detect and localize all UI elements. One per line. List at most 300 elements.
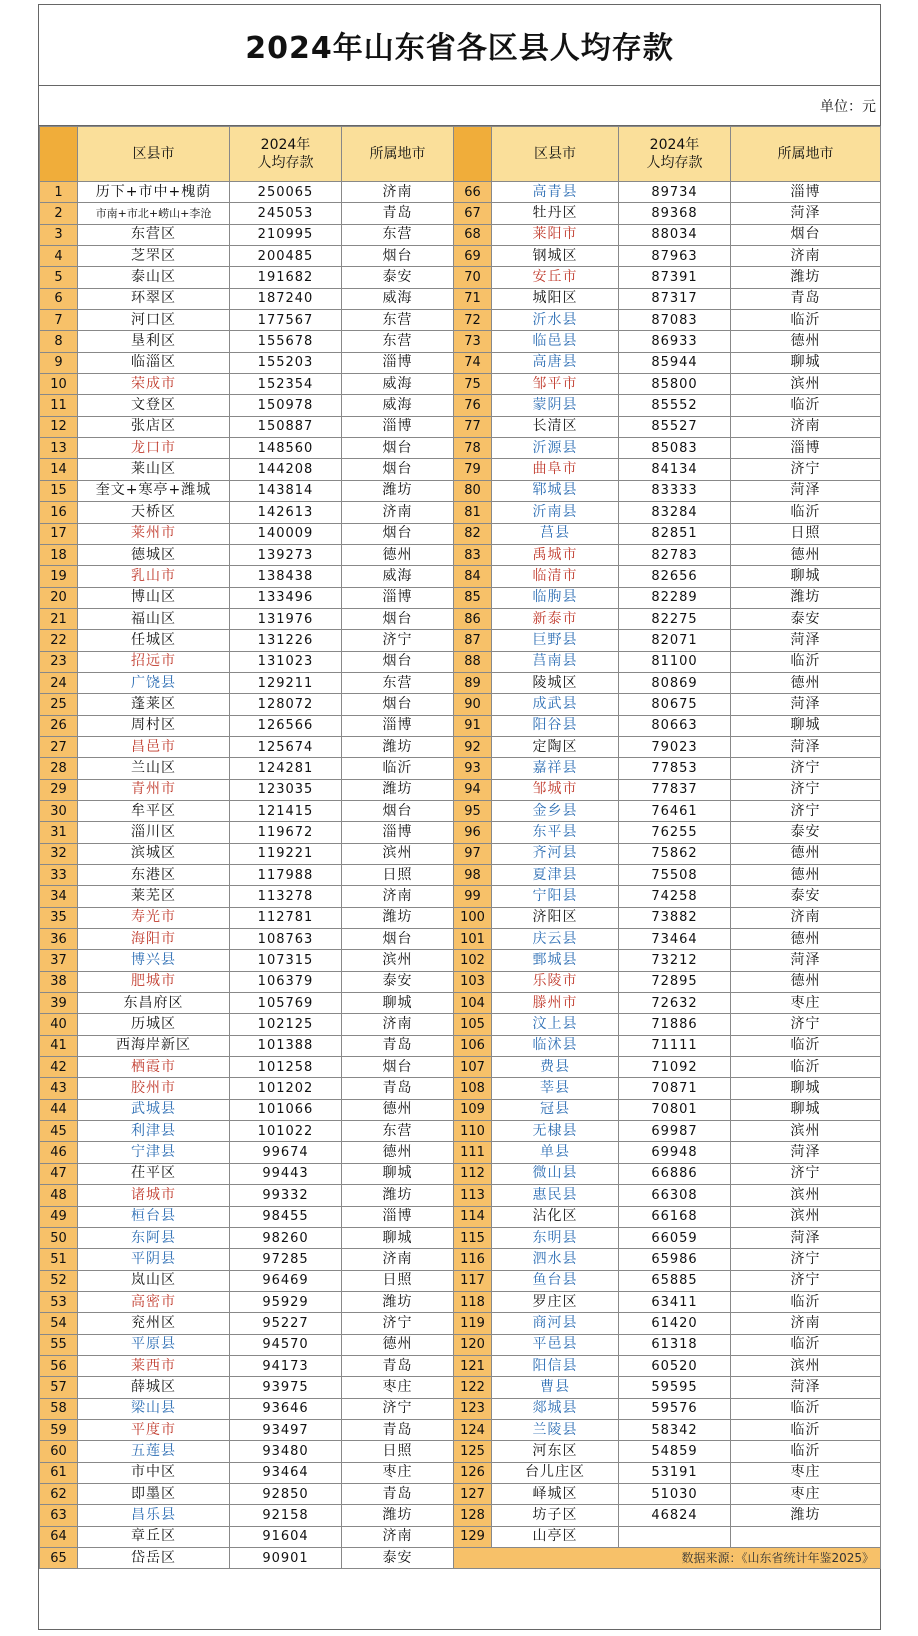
city-cell: 临沂 [731,651,881,672]
county-cell: 武城县 [78,1099,230,1120]
city-cell: 聊城 [731,715,881,736]
deposit-cell: 83284 [619,502,731,523]
deposit-cell: 99443 [230,1163,342,1184]
city-cell: 德州 [731,971,881,992]
table-row [40,1462,881,1483]
city-cell: 烟台 [342,608,454,629]
county-cell: 宁阳县 [492,886,619,907]
county-cell: 岚山区 [78,1270,230,1291]
table-row [40,715,881,736]
county-cell: 平阴县 [78,1249,230,1270]
deposit-cell: 74258 [619,886,731,907]
city-cell: 济宁 [731,779,881,800]
table-row [40,438,881,459]
deposit-cell: 71111 [619,1035,731,1056]
city-cell: 德州 [731,843,881,864]
city-cell: 烟台 [342,694,454,715]
rank-cell: 41 [40,1035,78,1056]
county-cell: 郯城县 [492,1398,619,1419]
city-cell: 菏泽 [731,480,881,501]
county-cell: 高青县 [492,182,619,203]
deposit-cell: 101258 [230,1057,342,1078]
county-cell: 莒南县 [492,651,619,672]
rank-cell: 107 [454,1057,492,1078]
city-cell: 东营 [342,1121,454,1142]
city-cell: 济南 [731,416,881,437]
city-cell: 烟台 [342,929,454,950]
rank-cell: 92 [454,736,492,757]
deposit-cell: 105769 [230,993,342,1014]
unit-label: 单位：元 [820,98,876,115]
table-row [40,1206,881,1227]
county-cell: 陵城区 [492,672,619,693]
county-cell: 临邑县 [492,331,619,352]
table-row [40,758,881,779]
county-cell: 海阳市 [78,929,230,950]
city-cell: 济南 [731,246,881,267]
deposit-cell: 152354 [230,374,342,395]
deposit-cell: 117988 [230,865,342,886]
deposit-cell: 86933 [619,331,731,352]
city-cell: 潍坊 [342,1505,454,1526]
deposit-cell: 87083 [619,310,731,331]
county-cell: 博兴县 [78,950,230,971]
deposit-cell: 81100 [619,651,731,672]
city-cell: 滨州 [731,1206,881,1227]
table-row [40,1334,881,1355]
city-cell: 德州 [731,672,881,693]
county-cell: 莘县 [492,1078,619,1099]
rank-cell: 82 [454,523,492,544]
table-row [40,1505,881,1526]
table-row [40,224,881,245]
rank-cell: 5 [40,267,78,288]
city-cell: 烟台 [342,246,454,267]
city-cell: 潍坊 [731,1505,881,1526]
table-row [40,608,881,629]
table-row [40,1227,881,1248]
table-row [40,1121,881,1142]
rank-cell: 100 [454,907,492,928]
county-cell: 即墨区 [78,1483,230,1504]
city-cell: 济南 [342,182,454,203]
city-cell: 威海 [342,374,454,395]
county-cell: 鄄城县 [492,950,619,971]
rank-cell: 44 [40,1099,78,1120]
county-cell: 新泰市 [492,608,619,629]
county-cell: 冠县 [492,1099,619,1120]
table-row [40,886,881,907]
county-cell: 嘉祥县 [492,758,619,779]
deposit-cell: 66308 [619,1185,731,1206]
deposit-cell: 93464 [230,1462,342,1483]
rank-cell: 119 [454,1313,492,1334]
county-cell: 东明县 [492,1227,619,1248]
deposit-cell: 73464 [619,929,731,950]
rank-header-right [454,127,492,182]
county-cell: 博山区 [78,587,230,608]
table-row [40,203,881,224]
city-cell: 潍坊 [342,736,454,757]
rank-cell: 42 [40,1057,78,1078]
deposit-cell: 187240 [230,288,342,309]
table-row [40,267,881,288]
table-row [40,865,881,886]
county-cell: 高唐县 [492,352,619,373]
rank-cell: 50 [40,1227,78,1248]
deposit-cell: 82783 [619,544,731,565]
city-cell: 临沂 [731,1291,881,1312]
deposit-cell: 58342 [619,1419,731,1440]
table-row [40,651,881,672]
table-row [40,1249,881,1270]
rank-cell: 45 [40,1121,78,1142]
table-row [40,1441,881,1462]
city-cell: 泰安 [342,267,454,288]
city-cell: 泰安 [731,822,881,843]
table-row [40,587,881,608]
county-cell: 宁津县 [78,1142,230,1163]
table-row [40,480,881,501]
rank-header-left [40,127,78,182]
table-row [40,1355,881,1376]
county-cell: 牡丹区 [492,203,619,224]
deposit-cell: 140009 [230,523,342,544]
rank-cell: 103 [454,971,492,992]
city-cell: 菏泽 [731,694,881,715]
county-cell: 寿光市 [78,907,230,928]
deposit-cell: 123035 [230,779,342,800]
rank-cell: 128 [454,1505,492,1526]
table-row [40,1057,881,1078]
rank-cell: 9 [40,352,78,373]
deposit-cell: 85552 [619,395,731,416]
deposit-cell: 99674 [230,1142,342,1163]
city-cell: 淄博 [342,1206,454,1227]
county-cell: 莱阳市 [492,224,619,245]
rank-cell: 110 [454,1121,492,1142]
deposit-cell: 126566 [230,715,342,736]
rank-cell: 115 [454,1227,492,1248]
deposit-cell: 150978 [230,395,342,416]
city-cell: 枣庄 [342,1377,454,1398]
rank-cell: 63 [40,1505,78,1526]
deposit-cell: 70871 [619,1078,731,1099]
unit-row [39,86,880,126]
rank-cell: 51 [40,1249,78,1270]
city-cell: 淄博 [342,715,454,736]
county-cell: 薛城区 [78,1377,230,1398]
deposit-cell: 133496 [230,587,342,608]
city-cell: 青岛 [342,1419,454,1440]
county-cell: 高密市 [78,1291,230,1312]
deposit-cell: 91604 [230,1526,342,1547]
county-cell: 邹平市 [492,374,619,395]
county-cell: 平原县 [78,1334,230,1355]
city-cell: 潍坊 [342,1185,454,1206]
deposit-cell: 142613 [230,502,342,523]
rank-cell: 72 [454,310,492,331]
city-cell: 济宁 [342,630,454,651]
rank-cell: 39 [40,993,78,1014]
city-header-right: 所属地市 [731,127,881,182]
rank-cell: 113 [454,1185,492,1206]
deposit-cell: 79023 [619,736,731,757]
city-cell: 济宁 [731,1163,881,1184]
table-row [40,566,881,587]
deposit-cell: 54859 [619,1441,731,1462]
deposit-cell: 87317 [619,288,731,309]
deposit-cell: 66886 [619,1163,731,1184]
deposit-cell: 107315 [230,950,342,971]
rank-cell: 37 [40,950,78,971]
county-cell: 昌乐县 [78,1505,230,1526]
rank-cell: 105 [454,1014,492,1035]
table-row [40,1099,881,1120]
deposit-cell: 92850 [230,1483,342,1504]
city-cell: 青岛 [342,203,454,224]
city-cell: 威海 [342,566,454,587]
county-cell: 鱼台县 [492,1270,619,1291]
rank-cell: 90 [454,694,492,715]
city-cell: 淄博 [731,438,881,459]
county-cell: 沂水县 [492,310,619,331]
city-cell: 滨州 [731,1121,881,1142]
rank-cell: 101 [454,929,492,950]
county-cell: 定陶区 [492,736,619,757]
county-cell: 禹城市 [492,544,619,565]
city-cell: 潍坊 [342,480,454,501]
city-cell: 济南 [731,907,881,928]
rank-cell: 60 [40,1441,78,1462]
deposit-cell: 65885 [619,1270,731,1291]
rank-cell: 68 [454,224,492,245]
city-cell: 临沂 [731,395,881,416]
rank-cell: 10 [40,374,78,395]
table-row [40,1526,881,1547]
table-row [40,310,881,331]
header-row [40,127,881,182]
city-cell: 泰安 [731,886,881,907]
rank-cell: 109 [454,1099,492,1120]
deposit-cell: 93480 [230,1441,342,1462]
city-cell: 东营 [342,331,454,352]
county-cell: 莒县 [492,523,619,544]
deposit-cell: 87963 [619,246,731,267]
table-row [40,630,881,651]
county-cell: 蓬莱区 [78,694,230,715]
city-cell: 菏泽 [731,950,881,971]
rank-cell: 89 [454,672,492,693]
county-cell: 河东区 [492,1441,619,1462]
rank-cell: 38 [40,971,78,992]
deposit-cell: 73212 [619,950,731,971]
rank-cell: 71 [454,288,492,309]
table-row [40,1185,881,1206]
table-row [40,950,881,971]
county-cell: 任城区 [78,630,230,651]
rank-cell: 49 [40,1206,78,1227]
city-cell: 聊城 [731,1099,881,1120]
county-cell: 汶上县 [492,1014,619,1035]
rank-cell: 27 [40,736,78,757]
rank-cell: 70 [454,267,492,288]
county-cell: 长清区 [492,416,619,437]
city-cell: 济宁 [731,800,881,821]
county-cell: 茌平区 [78,1163,230,1184]
rank-cell: 61 [40,1462,78,1483]
rank-cell: 1 [40,182,78,203]
city-cell: 济宁 [342,1313,454,1334]
rank-cell: 85 [454,587,492,608]
rank-cell: 127 [454,1483,492,1504]
rank-cell: 93 [454,758,492,779]
deposit-table [39,126,881,1569]
city-cell: 淄博 [731,182,881,203]
deposit-cell: 59595 [619,1377,731,1398]
county-cell: 淄川区 [78,822,230,843]
county-cell: 福山区 [78,608,230,629]
county-cell: 梁山县 [78,1398,230,1419]
county-cell: 莱芜区 [78,886,230,907]
county-cell: 青州市 [78,779,230,800]
rank-cell: 56 [40,1355,78,1376]
rank-cell: 16 [40,502,78,523]
county-cell: 成武县 [492,694,619,715]
rank-cell: 46 [40,1142,78,1163]
county-cell: 罗庄区 [492,1291,619,1312]
city-cell: 青岛 [342,1078,454,1099]
city-cell: 聊城 [731,352,881,373]
table-row [40,523,881,544]
county-cell: 兰陵县 [492,1419,619,1440]
rank-cell: 67 [454,203,492,224]
deposit-cell: 245053 [230,203,342,224]
city-cell: 烟台 [342,651,454,672]
county-cell: 德城区 [78,544,230,565]
rank-cell: 108 [454,1078,492,1099]
county-cell: 沂源县 [492,438,619,459]
deposit-cell: 80663 [619,715,731,736]
deposit-cell: 177567 [230,310,342,331]
deposit-cell: 97285 [230,1249,342,1270]
city-cell: 烟台 [342,800,454,821]
city-cell: 泰安 [731,608,881,629]
deposit-cell: 148560 [230,438,342,459]
table-row [40,1078,881,1099]
table-row [40,502,881,523]
rank-cell: 23 [40,651,78,672]
rank-cell: 47 [40,1163,78,1184]
rank-cell: 35 [40,907,78,928]
deposit-cell: 98260 [230,1227,342,1248]
rank-cell: 18 [40,544,78,565]
deposit-cell: 250065 [230,182,342,203]
table-row [40,694,881,715]
rank-cell: 19 [40,566,78,587]
table-body [40,182,881,1569]
table-row [40,1291,881,1312]
rank-cell: 83 [454,544,492,565]
rank-cell: 75 [454,374,492,395]
city-cell [731,1526,881,1547]
county-cell: 广饶县 [78,672,230,693]
rank-cell: 8 [40,331,78,352]
rank-cell: 125 [454,1441,492,1462]
city-cell: 济宁 [342,1398,454,1419]
city-cell: 淄博 [342,352,454,373]
rank-cell: 48 [40,1185,78,1206]
city-cell: 临沂 [731,1057,881,1078]
value-header-left: 2024年 人均存款 [230,127,342,182]
rank-cell: 118 [454,1291,492,1312]
rank-cell: 15 [40,480,78,501]
city-cell: 临沂 [342,758,454,779]
city-cell: 济南 [342,886,454,907]
city-cell: 滨州 [731,1355,881,1376]
county-cell: 历下+市中+槐荫 [78,182,230,203]
rank-cell: 36 [40,929,78,950]
city-cell: 德州 [342,1334,454,1355]
county-cell: 栖霞市 [78,1057,230,1078]
county-cell: 沂南县 [492,502,619,523]
rank-cell: 40 [40,1014,78,1035]
deposit-cell: 53191 [619,1462,731,1483]
city-cell: 枣庄 [342,1462,454,1483]
deposit-cell: 75862 [619,843,731,864]
county-cell: 峄城区 [492,1483,619,1504]
county-cell: 奎文+寒亭+潍城 [78,480,230,501]
deposit-cell: 72895 [619,971,731,992]
rank-cell: 91 [454,715,492,736]
city-cell: 烟台 [342,459,454,480]
deposit-cell: 125674 [230,736,342,757]
rank-cell: 58 [40,1398,78,1419]
county-cell: 平邑县 [492,1334,619,1355]
county-cell: 巨野县 [492,630,619,651]
rank-cell: 123 [454,1398,492,1419]
rank-cell: 112 [454,1163,492,1184]
deposit-cell: 85800 [619,374,731,395]
rank-cell: 114 [454,1206,492,1227]
deposit-cell: 108763 [230,929,342,950]
rank-cell: 81 [454,502,492,523]
rank-cell: 99 [454,886,492,907]
city-cell: 济南 [731,1313,881,1334]
city-cell: 临沂 [731,1441,881,1462]
city-cell: 潍坊 [342,907,454,928]
city-cell: 潍坊 [731,267,881,288]
deposit-cell: 72632 [619,993,731,1014]
county-cell: 市南+市北+崂山+李沧 [78,203,230,224]
county-cell: 东港区 [78,865,230,886]
table-row [40,1142,881,1163]
rank-cell: 76 [454,395,492,416]
table-row [40,971,881,992]
county-cell: 东营区 [78,224,230,245]
deposit-cell: 95929 [230,1291,342,1312]
table-row [40,182,881,203]
county-cell: 市中区 [78,1462,230,1483]
city-cell: 菏泽 [731,203,881,224]
city-cell: 济宁 [731,1249,881,1270]
county-cell: 平度市 [78,1419,230,1440]
rank-cell: 87 [454,630,492,651]
city-cell: 枣庄 [731,993,881,1014]
rank-cell: 28 [40,758,78,779]
rank-cell: 95 [454,800,492,821]
county-cell: 东昌府区 [78,993,230,1014]
